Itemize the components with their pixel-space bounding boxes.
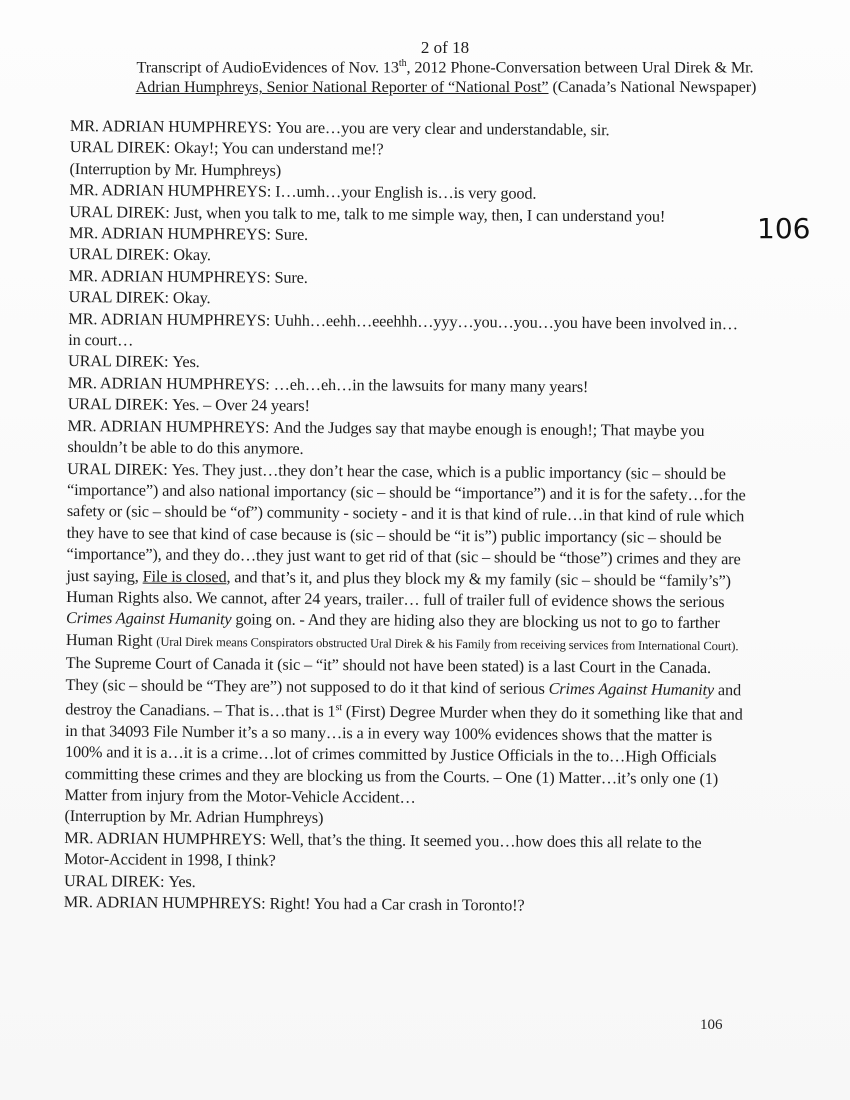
title-underlined-text: Adrian Humphreys, Senior National Reporter of “National Post” [135,78,549,97]
speaker-label: MR. ADRIAN HUMPHREYS: [64,827,267,849]
utterance: Yes. [168,871,196,891]
utterance: Well, that’s the thing. It seemed you…how does this all relate to the Motor-Accident in 1998, I think? [64,829,702,870]
utterance: Sure. [274,267,308,287]
speaker-label: URAL DIREK: [67,458,168,479]
speaker-label: MR. ADRIAN HUMPHREYS: [69,115,272,137]
speaker-label: URAL DIREK: [68,287,170,308]
utterance: Just, when you talk to me, talk to me simple way, then, I can understand you! [173,202,666,226]
document-title-line-2 [0,78,850,97]
transcript-line [64,827,744,875]
utterance: Yes. [172,352,200,372]
answer-text-6: (First) Degree Murder when they do it something like that and in that 34093 File Number it’s a so many…is a in every way 100% evidences shows that the matter is 100% and it is a…it is a crime…lot of crimes committed by Justice Officials in the to…High Officials committing these crimes and they are blocking us from the Courts. – One (1) Matter…it’s only one (1) Matter from injury from the Motor-Vehicle Accident… [64,701,743,807]
document-title-line-1 [0,58,850,77]
utterance: Right! You had a Car crash in Toronto!? [269,893,525,915]
speaker-label: MR. ADRIAN HUMPHREYS: [68,308,271,330]
utterance: You are…you are very clear and understandable, sir. [275,117,610,140]
speaker-label: MR. ADRIAN HUMPHREYS: [67,415,270,437]
page-indicator: 2 of 18 [420,38,470,57]
footer-page-number: 106 [700,1017,723,1033]
speaker-label: MR. ADRIAN HUMPHREYS: [63,892,266,913]
utterance: And the Judges say that maybe enough is enough!; That maybe you shouldn’t be able to do this anymore. [67,417,705,458]
handwritten-page-number: 106 [757,212,811,245]
speaker-label: URAL DIREK: [69,137,171,158]
utterance: Uuhh…eehh…eeehhh…yyy…you…you…you have been involved in…in court… [68,310,739,350]
answer-text-5: and destroy the Canadians. – That is…that is 1 [65,679,742,721]
utterance: Okay. [172,288,211,308]
stage-note: (Interruption by Mr. Adrian Humphreys) [64,806,324,828]
speaker-label: URAL DIREK: [63,870,165,891]
crimes-against-humanity-phrase: Crimes Against Humanity [548,678,715,699]
utterance: Okay. [173,245,211,265]
speaker-label: MR. ADRIAN HUMPHREYS: [67,372,270,394]
transcript-body [64,115,750,918]
speaker-label: MR. ADRIAN HUMPHREYS: [69,223,271,244]
utterance: I…umh…your English is…is very good. [275,181,537,203]
speaker-label: MR. ADRIAN HUMPHREYS: [68,265,271,287]
speaker-label: URAL DIREK: [68,244,170,265]
title-rest-text: (Canada’s National Newspaper) [548,78,757,97]
title-text-b: , 2012 Phone-Conversation between Ural Direk & Mr. [406,58,754,77]
crimes-against-humanity-phrase: Crimes Against Humanity [65,608,232,629]
speaker-label: URAL DIREK: [69,201,170,222]
transcript-line [68,308,748,356]
editor-note: (Ural Direk means Conspirators obstructed Ural Direk & his Family from receiving services from International Court). [156,634,739,654]
speaker-label: URAL DIREK: [67,394,169,415]
speaker-label: MR. ADRIAN HUMPHREYS: [69,180,272,201]
utterance: Okay!; You can understand me!? [174,138,384,159]
stage-note: (Interruption by Mr. Humphreys) [69,158,282,180]
answer-text-3: going on. - And they are hiding also they are blocking us not to go to farther Human Right [65,609,720,650]
ordinal-superscript: st [335,702,342,714]
transcript-line [64,891,744,918]
transcript-line [67,415,747,463]
answer-text-4: The Supreme Court of Canada it (sic – “it” should not have been stated) is a last Court in the Canada. They (sic – should be “They are”) not supposed to do it that kind of serious [65,653,712,698]
answer-text-2: , and that’s it, and plus they block my & my family (sic – should be “family’s”) Human Rights also. We cannot, after 24 years, trailer… full of trailer full of evidence shows the serious [66,566,731,612]
title-superscript: th [398,58,407,69]
utterance: …eh…eh…in the lawsuits for many many years! [273,374,589,396]
title-text-a: Transcript of AudioEvidences of Nov. 13 [136,58,399,77]
document-header [0,38,850,97]
utterance: Sure. [274,224,309,244]
long-answer-paragraph [65,457,748,810]
utterance: Yes. – Over 24 years! [172,395,310,416]
answer-text-1: Yes. They just…they don’t hear the case, which is a public importancy (sic – should be “importance”) and also national importancy (sic – should be “importance”) and it is for the safety…for the safety or (sic – should be “of”) community - society - and it is that kind of rule…in that kind of rule which they have to see that kind of case because is (sic – should be “it is”) public importancy (sic – should be “importance”), and they do…they just want to get rid of that (sic – should be “those”) crimes and they are just saying, [66,459,746,586]
speaker-label: URAL DIREK: [67,351,169,372]
file-closed-phrase: File is closed [142,566,227,586]
